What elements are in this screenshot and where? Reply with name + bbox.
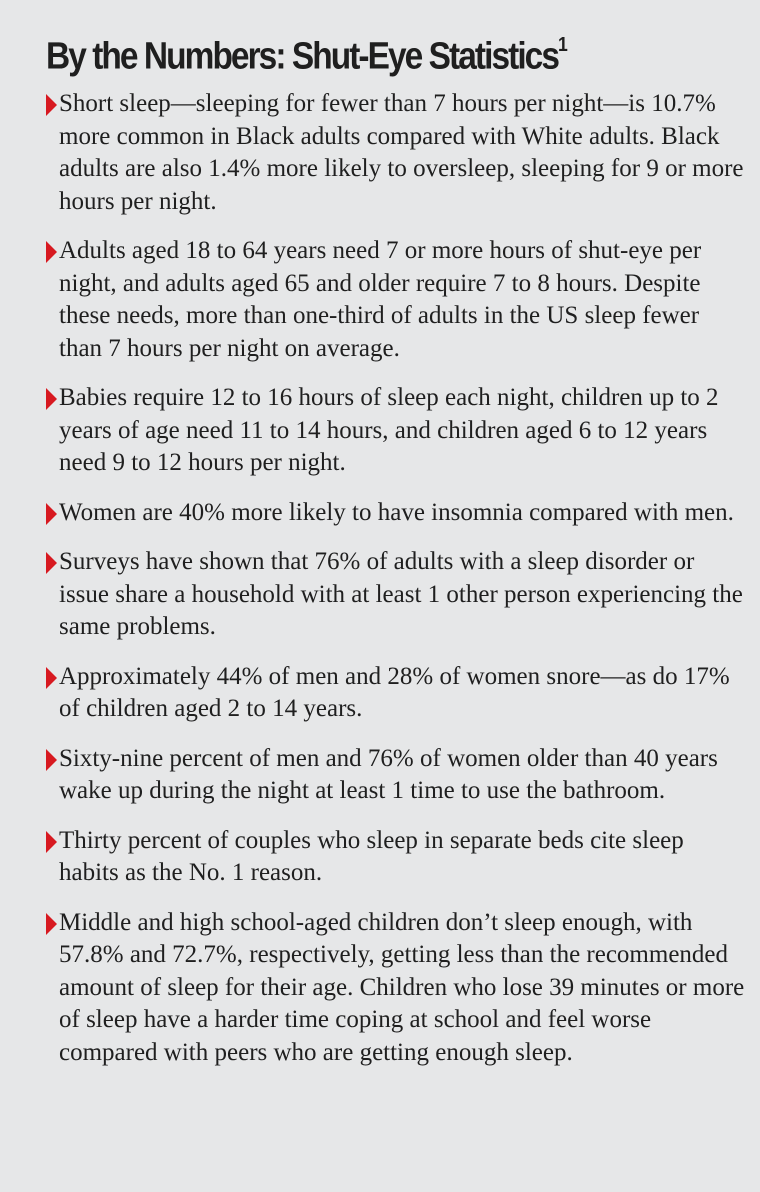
list-item xyxy=(46,661,746,726)
panel-title xyxy=(46,22,568,84)
title-text: By the Numbers: Shut-Eye Statistics xyxy=(46,35,559,78)
list-item-text: Short sleep—sleeping for fewer than 7 hours per night—is 10.7% more common in Black adults compared with White adults. Black adults are also 1.4% more likely to oversleep, sleeping for 9 or more hours per night. xyxy=(59,90,744,215)
list-item xyxy=(46,546,746,644)
statistics-list xyxy=(46,88,746,1086)
list-item-text: Approximately 44% of men and 28% of women snore—as do 17% of children aged 2 to 14 years. xyxy=(59,662,730,722)
list-item xyxy=(46,235,746,365)
triangle-bullet-icon xyxy=(46,913,57,935)
list-item xyxy=(46,907,746,1070)
list-item-text: Surveys have shown that 76% of adults with a sleep disorder or issue share a household with at least 1 other person experiencing the same problems. xyxy=(59,548,743,640)
list-item xyxy=(46,497,746,530)
list-item xyxy=(46,88,746,218)
triangle-bullet-icon xyxy=(46,552,57,574)
list-item-text: Adults aged 18 to 64 years need 7 or more hours of shut-eye per night, and adults aged 65 and older require 7 to 8 hours. Despite these needs, more than one-third of adults in the US sleep fewer than 7 hours per night on average. xyxy=(59,237,702,362)
list-item-text: Babies require 12 to 16 hours of sleep each night, children up to 2 years of age need 11 to 14 hours, and children aged 6 to 12 years need 9 to 12 hours per night. xyxy=(59,384,719,476)
triangle-bullet-icon xyxy=(46,94,57,116)
triangle-bullet-icon xyxy=(46,388,57,410)
list-item xyxy=(46,382,746,480)
list-item-text: Sixty-nine percent of men and 76% of women older than 40 years wake up during the night at least 1 time to use the bathroom. xyxy=(59,744,718,804)
list-item-text: Thirty percent of couples who sleep in separate beds cite sleep habits as the No. 1 reason. xyxy=(59,826,684,886)
list-item xyxy=(46,825,746,890)
triangle-bullet-icon xyxy=(46,241,57,263)
triangle-bullet-icon xyxy=(46,667,57,689)
footnote-marker: 1 xyxy=(558,34,568,56)
list-item-text: Women are 40% more likely to have insomnia compared with men. xyxy=(59,498,734,526)
list-item-text: Middle and high school-aged children don’t sleep enough, with 57.8% and 72.7%, respectively, getting less than the recommended amount of sleep for their age. Children who lose 39 minutes or more of sleep have a harder time coping at school and feel worse compared with peers who are getting enough sleep. xyxy=(59,908,745,1066)
triangle-bullet-icon xyxy=(46,831,57,853)
list-item xyxy=(46,743,746,808)
triangle-bullet-icon xyxy=(46,749,57,771)
triangle-bullet-icon xyxy=(46,503,57,525)
